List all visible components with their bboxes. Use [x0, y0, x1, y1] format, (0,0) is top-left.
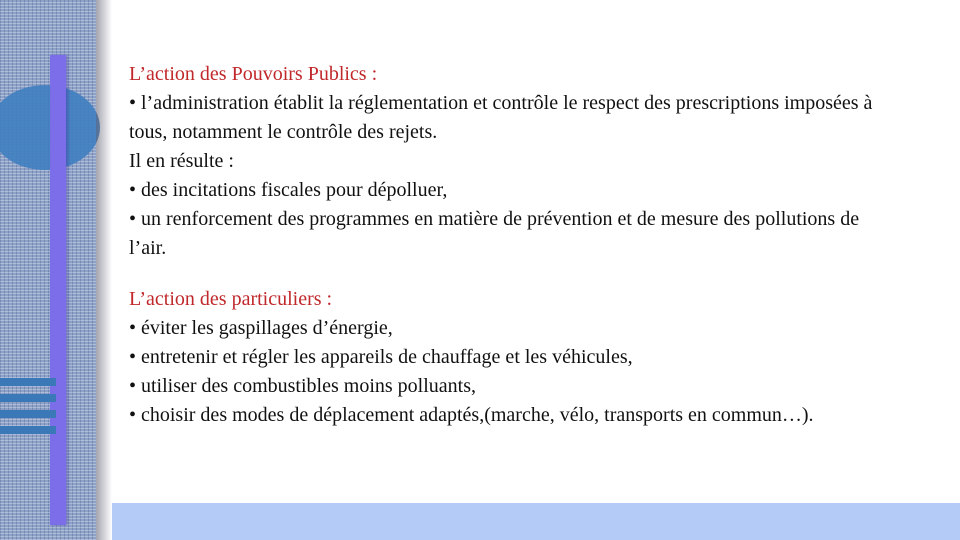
bullet-transport: • choisir des modes de déplacement adaptés,(marche, vélo, transports en commun…). — [129, 404, 814, 426]
section-heading: L’action des particuliers : — [129, 288, 333, 310]
bullet-administration: • l’administration établit la réglementation et contrôle le respect des prescriptions imposées à tous, notamment le contrôle des rejets. — [129, 92, 873, 143]
bullet-fiscal-incentives: • des incitations fiscales pour dépolluer, — [129, 179, 448, 201]
slide-content — [129, 60, 889, 430]
bullet-energy-waste: • éviter les gaspillages d’énergie, — [129, 317, 393, 339]
decorative-sidebar — [0, 0, 96, 540]
decorative-bottom-bar — [112, 503, 960, 540]
bullet-programs: • un renforcement des programmes en matière de prévention et de mesure des pollutions de l’air. — [129, 208, 860, 259]
decorative-stripes — [0, 378, 56, 436]
section-public-authorities — [129, 60, 889, 263]
result-intro: Il en résulte : — [129, 150, 234, 172]
sidebar-shadow — [96, 0, 112, 540]
bullet-maintenance: • entretenir et régler les appareils de chauffage et les véhicules, — [129, 346, 633, 368]
bullet-fuels: • utiliser des combustibles moins polluants, — [129, 375, 476, 397]
section-heading: L’action des Pouvoirs Publics : — [129, 63, 378, 85]
section-individuals — [129, 285, 889, 430]
decorative-vertical-bar — [50, 55, 66, 525]
